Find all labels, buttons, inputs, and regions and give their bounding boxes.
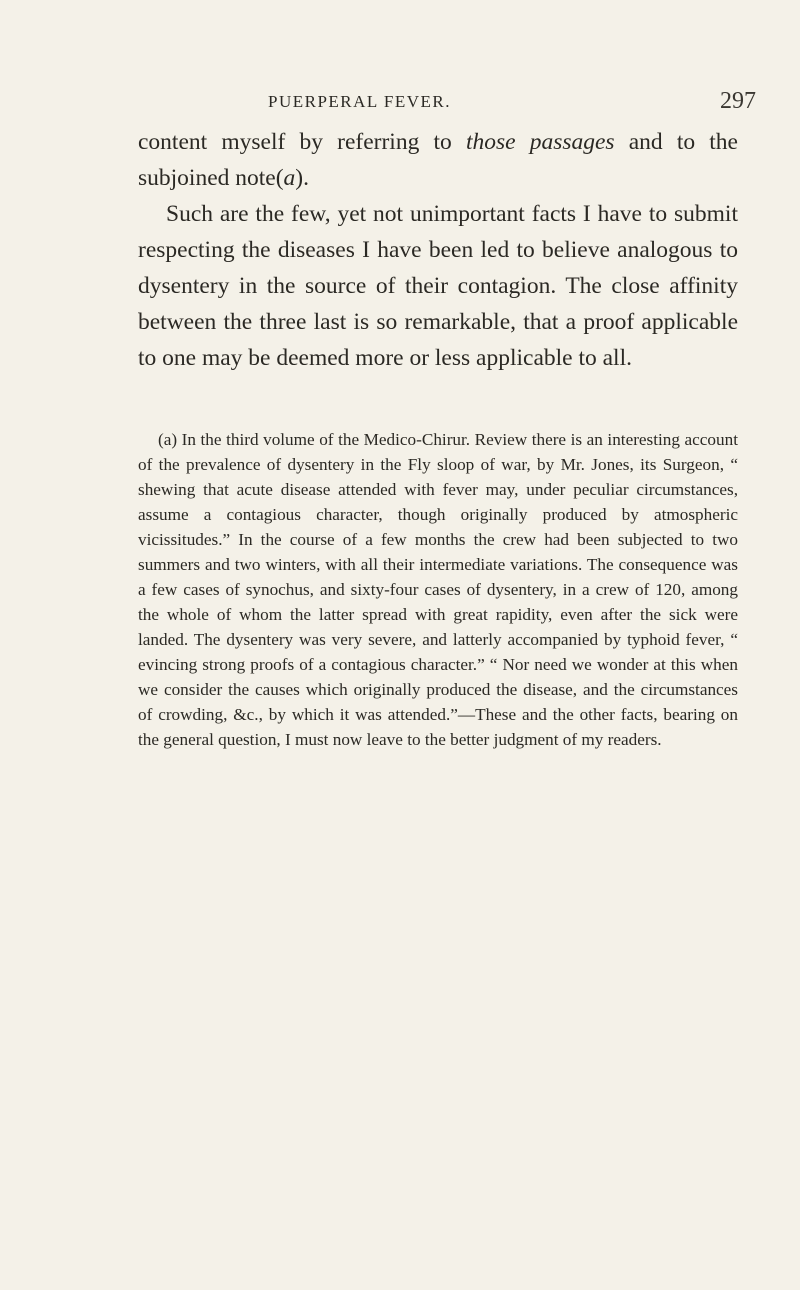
paragraph-text: ).	[295, 165, 309, 191]
footnote-text: In the third volume of the Medico-Chirur. Review there is an interesting account of the prevalence of dysentery in the Fly sloop of war, by Mr. Jones, its Surgeon, “ shewing that acute disease attended with fever may, under peculiar circumstances, assume a contagious character, though originally produced by atmospheric vicissitudes.” In the course of a few months the crew had been subjected to two summers and two winters, with all their intermediate variations. The consequence was a few cases of synochus, and sixty-four cases of dysentery, in a crew of 120, among the whole of whom the latter spread with great rapidity, even after the sick were landed. The dysentery was very severe, and latterly accompanied by typhoid fever, “ evincing strong proofs of a contagious character.” “ Nor need we wonder at this when we consider the causes which originally produced the disease, and the circumstances of crowding, &c., by which it was attended.”—These and the other facts, bearing on the general question, I must now leave to the better judgment of my readers.	[138, 430, 738, 749]
page-number: 297	[720, 88, 756, 114]
note-reference: a	[283, 165, 296, 191]
paragraph-text: content myself by referring to	[138, 129, 466, 155]
footnote	[138, 427, 738, 752]
paragraph-text: and to the subjoined note(	[138, 129, 738, 191]
running-title: PUERPERAL FEVER.	[268, 92, 452, 111]
running-head	[0, 88, 800, 118]
footnote-marker: (a)	[158, 430, 178, 449]
main-text	[138, 124, 738, 376]
paragraph-continuation	[138, 124, 738, 196]
footnote-paragraph	[138, 427, 738, 752]
italic-phrase: those passages	[465, 129, 615, 155]
paragraph: Such are the few, yet not unimportant facts I have to submit respecting the diseases I have been led to believe analogous to dysentery in the source of their contagion. The close affinity between the three last is so remarkable, that a proof applicable to one may be deemed more or less applicable to all.	[138, 201, 738, 371]
